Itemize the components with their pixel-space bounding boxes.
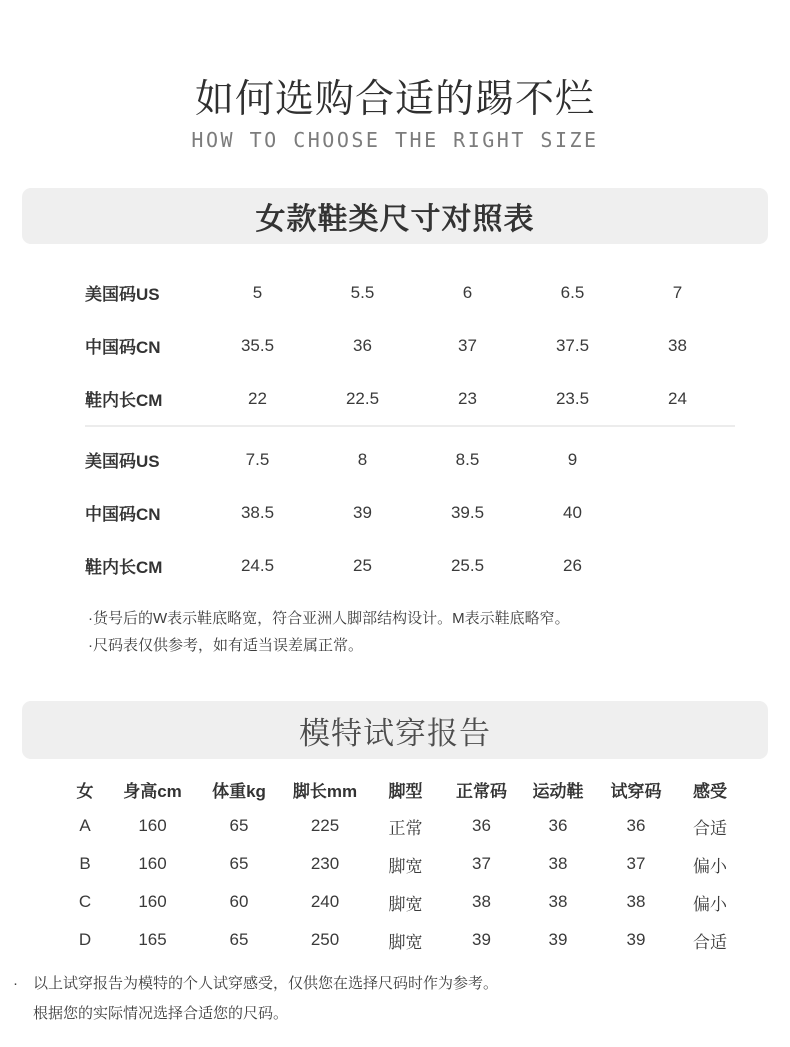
footnote-line: 根据您的实际情况选择合适您的尺码。 bbox=[33, 1005, 289, 1022]
cell: C bbox=[78, 892, 92, 911]
size-cell: 22.5 bbox=[345, 388, 380, 408]
cell: 正常 bbox=[388, 818, 423, 838]
size-cell: 39 bbox=[353, 502, 372, 522]
col-header-normal-size: 正常码 bbox=[456, 781, 507, 801]
cell: 偏小 bbox=[693, 894, 727, 914]
size-cell: 35.5 bbox=[240, 335, 275, 355]
size-cell: 25 bbox=[353, 555, 372, 575]
cell: 39 bbox=[626, 930, 646, 949]
size-cell: 6 bbox=[462, 282, 473, 302]
cell: 37 bbox=[472, 854, 491, 873]
col-header-weight: 体重kg bbox=[212, 781, 266, 801]
cell: B bbox=[79, 854, 91, 873]
page-header bbox=[0, 0, 790, 152]
note-line: ·货号后的W表示鞋底略宽，符合亚洲人脚部结构设计。M表示鞋底略窄。 bbox=[88, 610, 570, 627]
col-header-feel: 感受 bbox=[693, 781, 727, 801]
cell: 160 bbox=[138, 892, 167, 911]
size-chart-table bbox=[85, 266, 730, 592]
size-cell: 23 bbox=[458, 388, 477, 408]
size-cell: 38.5 bbox=[240, 502, 275, 522]
row-label-insole: 鞋内长CM bbox=[85, 558, 163, 577]
col-header-tried-size: 试穿码 bbox=[610, 781, 662, 801]
table-row bbox=[85, 539, 730, 592]
row-label-us: 美国码US bbox=[85, 452, 160, 471]
table-row bbox=[85, 433, 730, 486]
size-cell: 37.5 bbox=[555, 335, 590, 355]
table-header-row bbox=[60, 771, 745, 807]
size-cell: 40 bbox=[563, 502, 582, 522]
col-header-foot-length: 脚长mm bbox=[292, 781, 358, 801]
bullet: · bbox=[13, 975, 18, 992]
size-cell: 23.5 bbox=[555, 388, 590, 408]
size-cell: 26 bbox=[563, 555, 582, 575]
cell: 偏小 bbox=[693, 856, 727, 876]
col-header-height: 身高cm bbox=[123, 781, 182, 801]
cell: 39 bbox=[548, 930, 568, 949]
size-cell: 8.5 bbox=[455, 449, 480, 469]
size-cell: 38 bbox=[668, 335, 687, 355]
size-cell: 8 bbox=[357, 449, 368, 469]
cell: 脚宽 bbox=[388, 894, 423, 914]
size-chart-block-1 bbox=[85, 266, 730, 425]
page-title: 如何选购合适的踢不烂 bbox=[194, 78, 595, 121]
cell: 36 bbox=[472, 816, 491, 835]
size-cell: 39.5 bbox=[450, 502, 485, 522]
cell: 38 bbox=[548, 892, 568, 911]
col-header-sneaker-size: 运动鞋 bbox=[532, 781, 584, 801]
size-cell: 5 bbox=[252, 282, 263, 302]
size-cell: 7 bbox=[672, 282, 683, 302]
table-row bbox=[60, 807, 745, 845]
cell: 225 bbox=[310, 816, 340, 835]
row-label-insole: 鞋内长CM bbox=[85, 391, 163, 410]
cell: 38 bbox=[472, 892, 491, 911]
size-cell: 25.5 bbox=[450, 555, 485, 575]
size-cell: 6.5 bbox=[560, 282, 585, 302]
table-row bbox=[85, 486, 730, 539]
cell: D bbox=[78, 930, 92, 949]
row-label-cn: 中国码CN bbox=[85, 505, 161, 524]
size-cell: 9 bbox=[567, 449, 578, 469]
size-chart-block-2 bbox=[85, 427, 730, 592]
cell: 250 bbox=[310, 930, 340, 949]
cell: 39 bbox=[472, 930, 491, 949]
size-cell: 24.5 bbox=[240, 555, 275, 575]
cell: 230 bbox=[310, 854, 340, 873]
row-label-us: 美国码US bbox=[85, 285, 160, 304]
cell: 65 bbox=[229, 816, 249, 835]
cell: 60 bbox=[229, 892, 249, 911]
women-size-chart-banner bbox=[22, 188, 768, 244]
cell: 36 bbox=[548, 816, 568, 835]
size-chart-notes bbox=[88, 605, 750, 659]
col-header-foot-type: 脚型 bbox=[388, 781, 423, 801]
footnote-text bbox=[33, 969, 770, 1029]
footnote bbox=[13, 969, 770, 1029]
size-cell: 36 bbox=[353, 335, 372, 355]
cell: 脚宽 bbox=[388, 932, 423, 952]
size-cell: 7.5 bbox=[245, 449, 270, 469]
page-subtitle: HOW TO CHOOSE THE RIGHT SIZE bbox=[191, 128, 599, 152]
fit-report-banner-title: 模特试穿报告 bbox=[299, 715, 491, 751]
cell: 合适 bbox=[693, 818, 727, 838]
size-cell: 37 bbox=[458, 335, 477, 355]
col-header-gender: 女 bbox=[76, 781, 94, 801]
note-line: ·尺码表仅供参考，如有适当误差属正常。 bbox=[88, 637, 363, 654]
footnote-line: 以上试穿报告为模特的个人试穿感受，仅供您在选择尺码时作为参考。 bbox=[33, 975, 499, 992]
cell: 38 bbox=[548, 854, 568, 873]
row-label-cn: 中国码CN bbox=[85, 338, 161, 357]
cell: 240 bbox=[310, 892, 340, 911]
cell: 脚宽 bbox=[388, 856, 423, 876]
cell: 65 bbox=[229, 854, 249, 873]
table-row bbox=[60, 883, 745, 921]
women-size-chart-banner-title: 女款鞋类尺寸对照表 bbox=[255, 203, 535, 236]
table-row bbox=[85, 372, 730, 425]
table-row bbox=[85, 266, 730, 319]
table-row bbox=[60, 921, 745, 959]
table-row bbox=[60, 845, 745, 883]
size-cell: 24 bbox=[668, 388, 687, 408]
fit-report-banner bbox=[22, 701, 768, 759]
cell: 合适 bbox=[693, 932, 727, 952]
size-cell: 22 bbox=[248, 388, 267, 408]
cell: 160 bbox=[138, 854, 167, 873]
cell: 37 bbox=[626, 854, 646, 873]
cell: A bbox=[79, 816, 91, 835]
cell: 165 bbox=[138, 930, 167, 949]
cell: 36 bbox=[626, 816, 646, 835]
size-cell: 5.5 bbox=[350, 282, 375, 302]
cell: 38 bbox=[626, 892, 646, 911]
table-row bbox=[85, 319, 730, 372]
cell: 160 bbox=[138, 816, 167, 835]
fit-report-table bbox=[60, 771, 745, 959]
cell: 65 bbox=[229, 930, 249, 949]
